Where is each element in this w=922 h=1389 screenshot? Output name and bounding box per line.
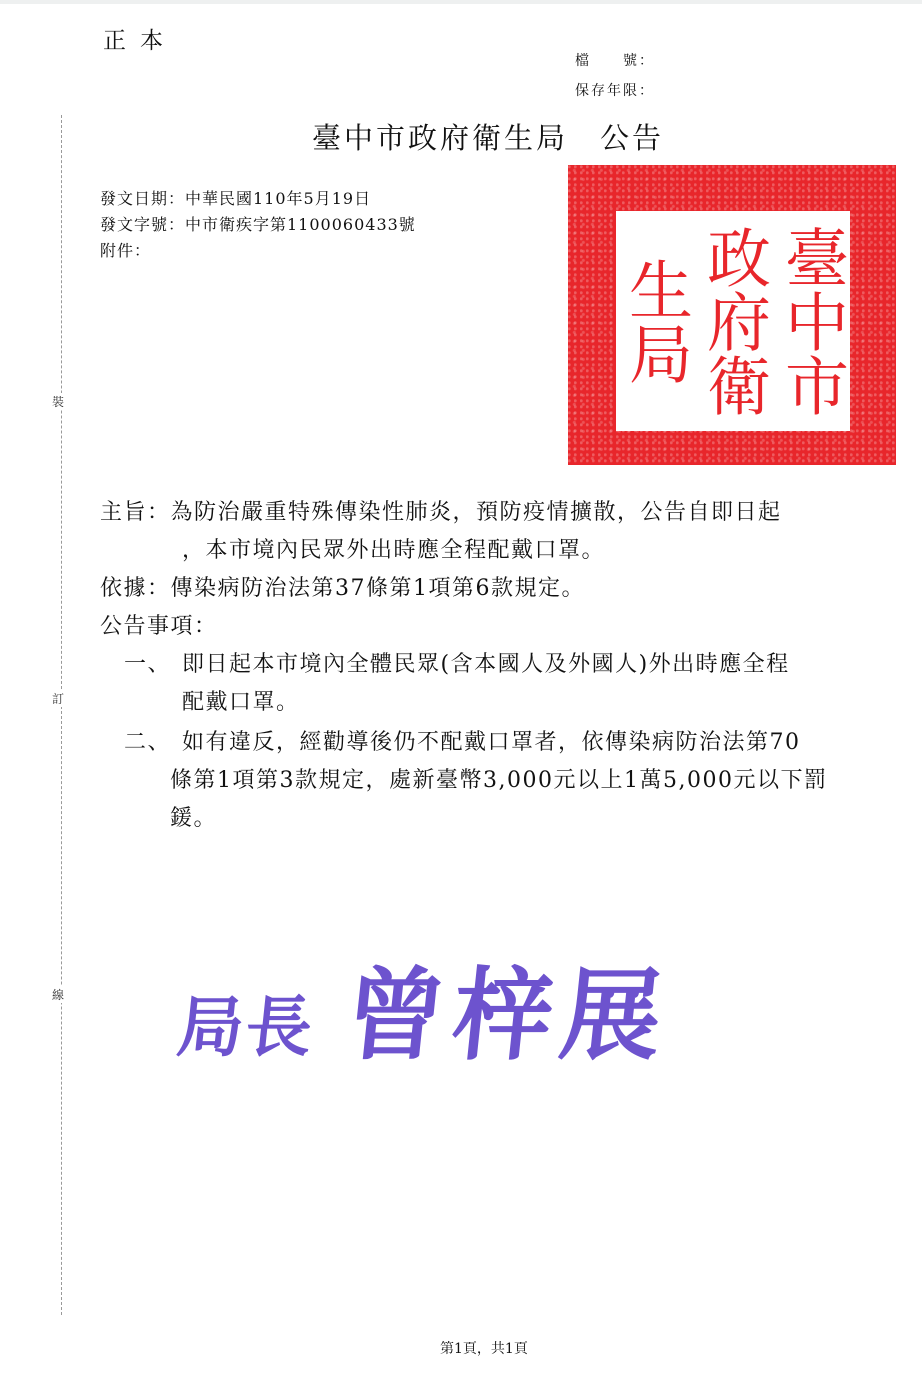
- item-number: 二、: [124, 730, 172, 755]
- item-line: 如有違反，經勸導後仍不配戴口罩者，依傳染病防治法第70: [182, 730, 801, 755]
- top-band: [0, 0, 922, 4]
- seal-column: 臺中市: [774, 225, 848, 417]
- items-label: 公告事項：: [100, 614, 218, 639]
- item-number: 一、: [124, 652, 172, 677]
- binding-mark: 裝: [52, 395, 65, 409]
- retention-label: 保存年限：: [575, 83, 655, 99]
- binding-mark: 訂: [52, 692, 65, 706]
- list-item: [100, 646, 900, 722]
- file-number-label: 檔 號：: [575, 53, 655, 69]
- basis: [100, 570, 900, 608]
- copy-mark: 正本: [103, 28, 177, 54]
- subject-text: 為防治嚴重特殊傳染性肺炎，預防疫情擴散，公告自即日起: [170, 500, 782, 525]
- document-number: 發文字號：中市衛疾字第1100060433號: [100, 215, 416, 234]
- subject-text-cont: ，本市境內民眾外出時應全程配戴口罩。: [182, 538, 606, 563]
- subject-label: 主旨：: [100, 500, 171, 525]
- item-line: 鍰。: [170, 806, 218, 831]
- signature-title: 局長: [173, 989, 318, 1066]
- signature-stamp: [172, 935, 677, 1079]
- official-seal: [568, 165, 896, 465]
- binding-mark: 線: [52, 988, 65, 1002]
- page-number: 第1頁，共1頁: [440, 1341, 528, 1357]
- basis-text: 傳染病防治法第37條第1項第6款規定。: [170, 576, 586, 601]
- list-item: [100, 724, 900, 838]
- page-title: 臺中市政府衛生局 公告: [312, 121, 665, 155]
- binding-line: [61, 115, 62, 1315]
- subject: [100, 494, 900, 532]
- item-line: 條第1項第3款規定，處新臺幣3,000元以上1萬5,000元以下罰: [170, 768, 828, 793]
- seal-column: 生局: [618, 257, 692, 385]
- seal-column: 政府衛: [696, 225, 770, 417]
- basis-label: 依據：: [100, 576, 171, 601]
- item-line: 配戴口罩。: [182, 690, 300, 715]
- announcement-body: [100, 494, 900, 838]
- issue-date: 發文日期：中華民國110年5月19日: [100, 189, 372, 208]
- attachment-label: 附件：: [100, 241, 152, 260]
- item-line: 即日起本市境內全體民眾(含本國人及外國人)外出時應全程: [182, 652, 790, 677]
- signature-name: 曾梓展: [338, 957, 676, 1074]
